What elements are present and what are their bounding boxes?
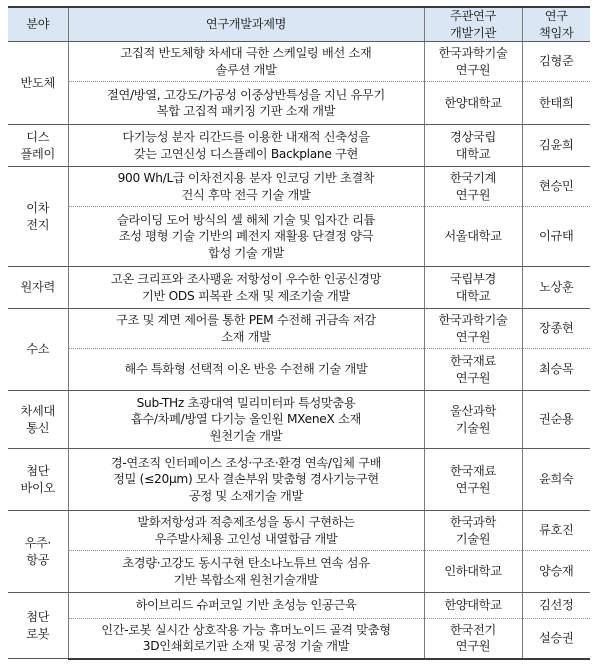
table-row [8,449,590,511]
header-field: 분야 [8,7,68,42]
lead-org: 한국재료 연구원 [424,349,522,391]
table-row [8,619,590,659]
category-display: 디스 플레이 [8,125,68,167]
table-row [8,167,590,207]
lead-org: 국립부경 대학교 [424,267,522,309]
lead-org: 서울대학교 [424,207,522,267]
project-title: 경-연조직 인터페이스 조성·구조·환경 연속/입체 구배 정밀 (≤20μm) 모사 결손부위 맞춤형 경사기능구현 공정 및 소재기술 개발 [68,449,424,511]
principal-investigator: 한태희 [522,82,590,125]
principal-investigator: 양승재 [522,551,590,593]
principal-investigator: 류호진 [522,511,590,551]
table-row [8,551,590,593]
table-row [8,309,590,349]
table-row [8,82,590,125]
principal-investigator: 권순용 [522,391,590,449]
principal-investigator: 이규태 [522,207,590,267]
project-title: 절연/방열, 고강도/가공성 이중상반특성을 지닌 유무기 복합 고집적 패키징 기판 소재 개발 [68,82,424,125]
lead-org: 한국과학 기술원 [424,511,522,551]
lead-org: 울산과학 기술원 [424,391,522,449]
table-row [8,511,590,551]
principal-investigator: 노상훈 [522,267,590,309]
project-title: 다기능성 분자 리간드를 이용한 내재적 신축성을 갖는 고연신성 디스플레이 Backplane 구현 [68,125,424,167]
lead-org: 한양대학교 [424,82,522,125]
rd-project-table-container [8,6,590,660]
category-next-gen-telecom: 차세대 통신 [8,391,68,449]
project-title: 900 Wh/L급 이차전지용 분자 인코딩 기반 초결착 건식 후막 전극 기술 개발 [68,167,424,207]
lead-org: 경상국립 대학교 [424,125,522,167]
header-lead-org: 주관연구 개발기관 [424,7,522,42]
category-advanced-robot: 첨단 로봇 [8,593,68,659]
lead-org: 한국과학기술 연구원 [424,309,522,349]
principal-investigator: 김선정 [522,593,590,619]
category-secondary-battery: 이차 전지 [8,167,68,267]
project-title: 인간-로봇 실시간 상호작용 가능 휴머노이드 골격 맞춤형 3D인쇄회로기판 소재 및 공정 기술 개발 [68,619,424,659]
lead-org: 한국재료 연구원 [424,449,522,511]
lead-org: 한국기계 연구원 [424,167,522,207]
principal-investigator: 최승목 [522,349,590,391]
table-row [8,207,590,267]
lead-org: 인하대학교 [424,551,522,593]
table-row [8,267,590,309]
project-title: 슬라이딩 도어 방식의 셀 해체 기술 및 입자간 리튬 조성 평형 기술 기반의 폐전지 재활용 단결정 양극 합성 기술 개발 [68,207,424,267]
table-row [8,125,590,167]
principal-investigator: 설승권 [522,619,590,659]
project-title: 고온 크리프와 조사팽윤 저항성이 우수한 인공신경망 기반 ODS 피복관 소재 및 제조기술 개발 [68,267,424,309]
project-title: 하이브리드 슈퍼코일 기반 초성능 인공근육 [68,593,424,619]
lead-org: 한양대학교 [424,593,522,619]
category-advanced-bio: 첨단 바이오 [8,449,68,511]
principal-investigator: 윤희숙 [522,449,590,511]
rd-project-table [8,6,590,660]
header-principal-investigator: 연구 책임자 [522,7,590,42]
table-row [8,349,590,391]
project-title: 초경량·고강도 동시구현 탄소나노튜브 연속 섬유 기반 복합소재 원천기술개발 [68,551,424,593]
lead-org: 한국전기 연구원 [424,619,522,659]
table-row [8,391,590,449]
category-nuclear: 원자력 [8,267,68,309]
principal-investigator: 김윤희 [522,125,590,167]
lead-org: 한국과학기술 연구원 [424,42,522,82]
project-title: Sub-THz 초광대역 밀리미터파 특성맞춤용 흡수/차폐/방열 다기능 올인원 MXeneX 소재 원천기술 개발 [68,391,424,449]
category-hydrogen: 수소 [8,309,68,391]
principal-investigator: 김형준 [522,42,590,82]
project-title: 발화저항성과 적층제조성을 동시 구현하는 우주발사체용 고인성 내열합금 개발 [68,511,424,551]
project-title: 구조 및 계면 제어를 통한 PEM 수전해 귀금속 저감 소재 개발 [68,309,424,349]
table-row [8,593,590,619]
table-row [8,42,590,82]
category-aerospace: 우주· 항공 [8,511,68,593]
table-header-row [8,7,590,42]
principal-investigator: 현승민 [522,167,590,207]
category-semiconductor: 반도체 [8,42,68,125]
project-title: 해수 특화형 선택적 이온 반응 수전해 기술 개발 [68,349,424,391]
header-project-title: 연구개발과제명 [68,7,424,42]
project-title: 고집적 반도체향 차세대 극한 스케일링 배선 소재 솔루션 개발 [68,42,424,82]
principal-investigator: 장종현 [522,309,590,349]
